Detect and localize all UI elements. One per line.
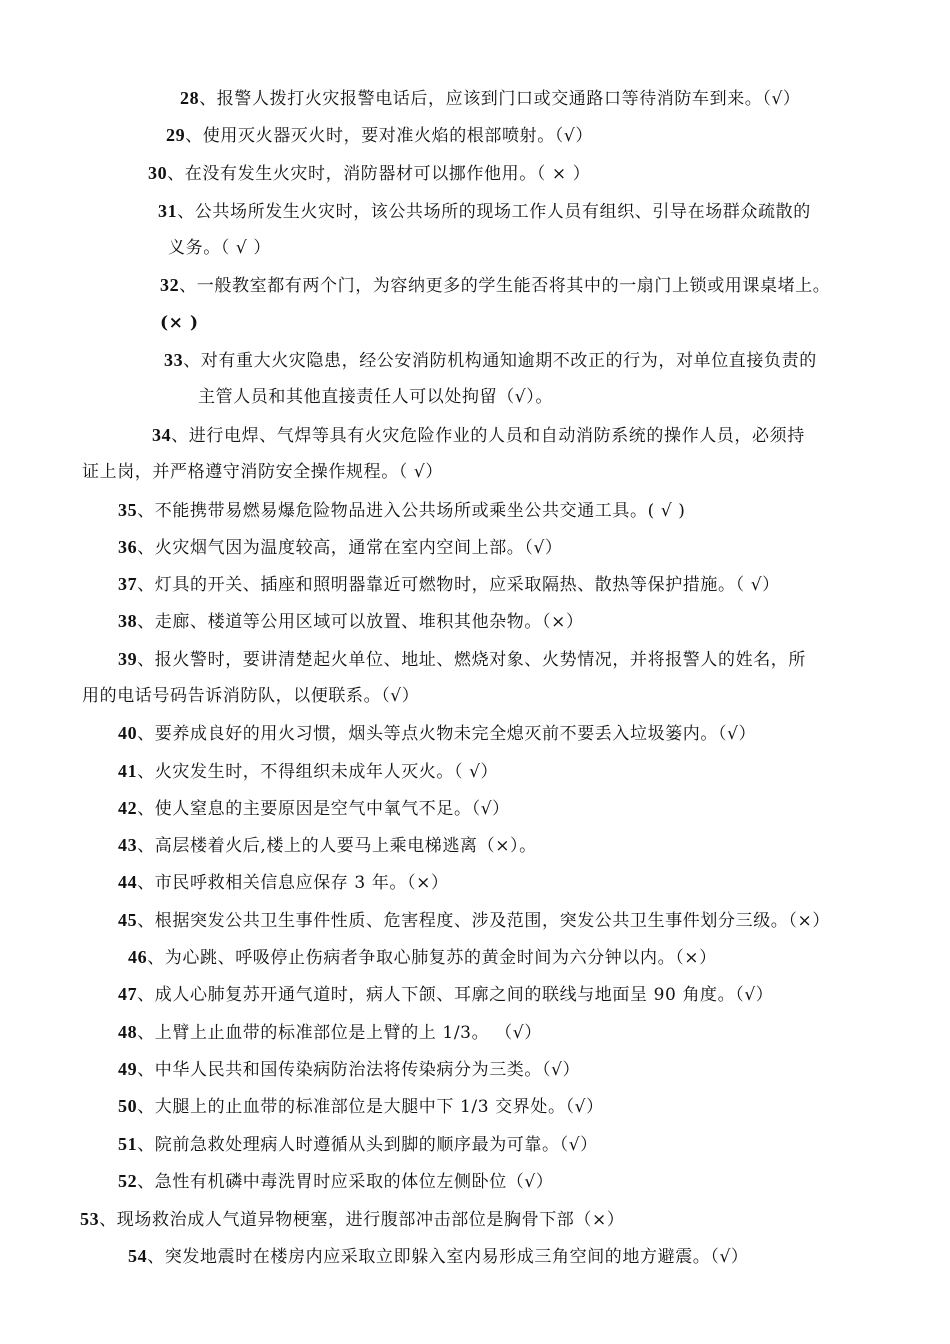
question-47: 47、成人心肺复苏开通气道时，病人下颌、耳廓之间的联线与地面呈 90 角度。（√） [118,984,774,1005]
question-33-continuation: 主管人员和其他直接责任人可以处拘留（√）。 [198,387,553,407]
question-52: 52、急性有机磷中毒洗胃时应采取的体位左侧卧位（√） [118,1171,554,1192]
question-50: 50、大腿上的止血带的标准部位是大腿中下 1/3 交界处。（√） [118,1096,604,1117]
question-38: 38、走廊、楼道等公用区域可以放置、堆积其他杂物。（×） [118,611,584,632]
question-53: 53、现场救治成人气道异物梗塞，进行腹部冲击部位是胸骨下部（×） [80,1209,625,1230]
question-54: 54、突发地震时在楼房内应采取立即躲入室内易形成三角空间的地方避震。（√） [128,1246,749,1267]
question-48: 48、上臂上止血带的标准部位是上臂的上 1/3。 （√） [118,1022,542,1043]
question-34-continuation: 证上岗，并严格遵守消防安全操作规程。（ √） [82,462,443,482]
question-42: 42、使人窒息的主要原因是空气中氧气不足。（√） [118,798,510,819]
question-37: 37、灯具的开关、插座和照明器靠近可燃物时，应采取隔热、散热等保护措施。（ √） [118,574,780,595]
question-30: 30、在没有发生火灾时，消防器材可以挪作他用。（ × ） [148,163,591,184]
question-35: 35、不能携带易燃易爆危险物品进入公共场所或乘坐公共交通工具。( √ ) [118,500,686,521]
question-31-continuation: 义务。（ √ ） [168,238,271,258]
question-32: 32、一般教室都有两个门，为容纳更多的学生能否将其中的一扇门上锁或用课桌堵上。 [160,275,831,296]
question-39: 39、报火警时，要讲清楚起火单位、地址、燃烧对象、火势情况，并将报警人的姓名，所 [118,649,807,670]
question-33: 33、对有重大火灾隐患，经公安消防机构通知逾期不改正的行为，对单位直接负责的 [164,350,817,371]
question-29: 29、使用灭火器灭火时，要对准火焰的根部喷射。（√） [166,125,593,146]
question-39-continuation: 用的电话号码告诉消防队，以便联系。（√） [82,686,420,706]
question-31: 31、公共场所发生火灾时，该公共场所的现场工作人员有组织、引导在场群众疏散的 [158,201,811,222]
question-36: 36、火灾烟气因为温度较高，通常在室内空间上部。（√） [118,537,563,558]
question-49: 49、中华人民共和国传染病防治法将传染病分为三类。（√） [118,1059,581,1080]
question-46: 46、为心跳、呼吸停止伤病者争取心肺复苏的黄金时间为六分钟以内。（×） [128,947,717,968]
question-44: 44、市民呼救相关信息应保存 3 年。（×） [118,872,449,893]
question-43: 43、高层楼着火后,楼上的人要马上乘电梯逃离（×）。 [118,835,537,856]
question-40: 40、要养成良好的用火习惯，烟头等点火物未完全熄灭前不要丢入垃圾篓内。（√） [118,723,757,744]
question-32-continuation: (× ) [160,313,199,333]
question-41: 41、火灾发生时，不得组织未成年人灭火。（ √） [118,761,499,782]
question-28: 28、报警人拨打火灾报警电话后，应该到门口或交通路口等待消防车到来。（√） [180,88,801,109]
question-51: 51、院前急救处理病人时遵循从头到脚的顺序最为可靠。（√） [118,1134,598,1155]
question-34: 34、进行电焊、气焊等具有火灾危险作业的人员和自动消防系统的操作人员，必须持 [152,425,805,446]
question-45: 45、根据突发公共卫生事件性质、危害程度、涉及范围，突发公共卫生事件划分三级。（×） [118,910,830,931]
